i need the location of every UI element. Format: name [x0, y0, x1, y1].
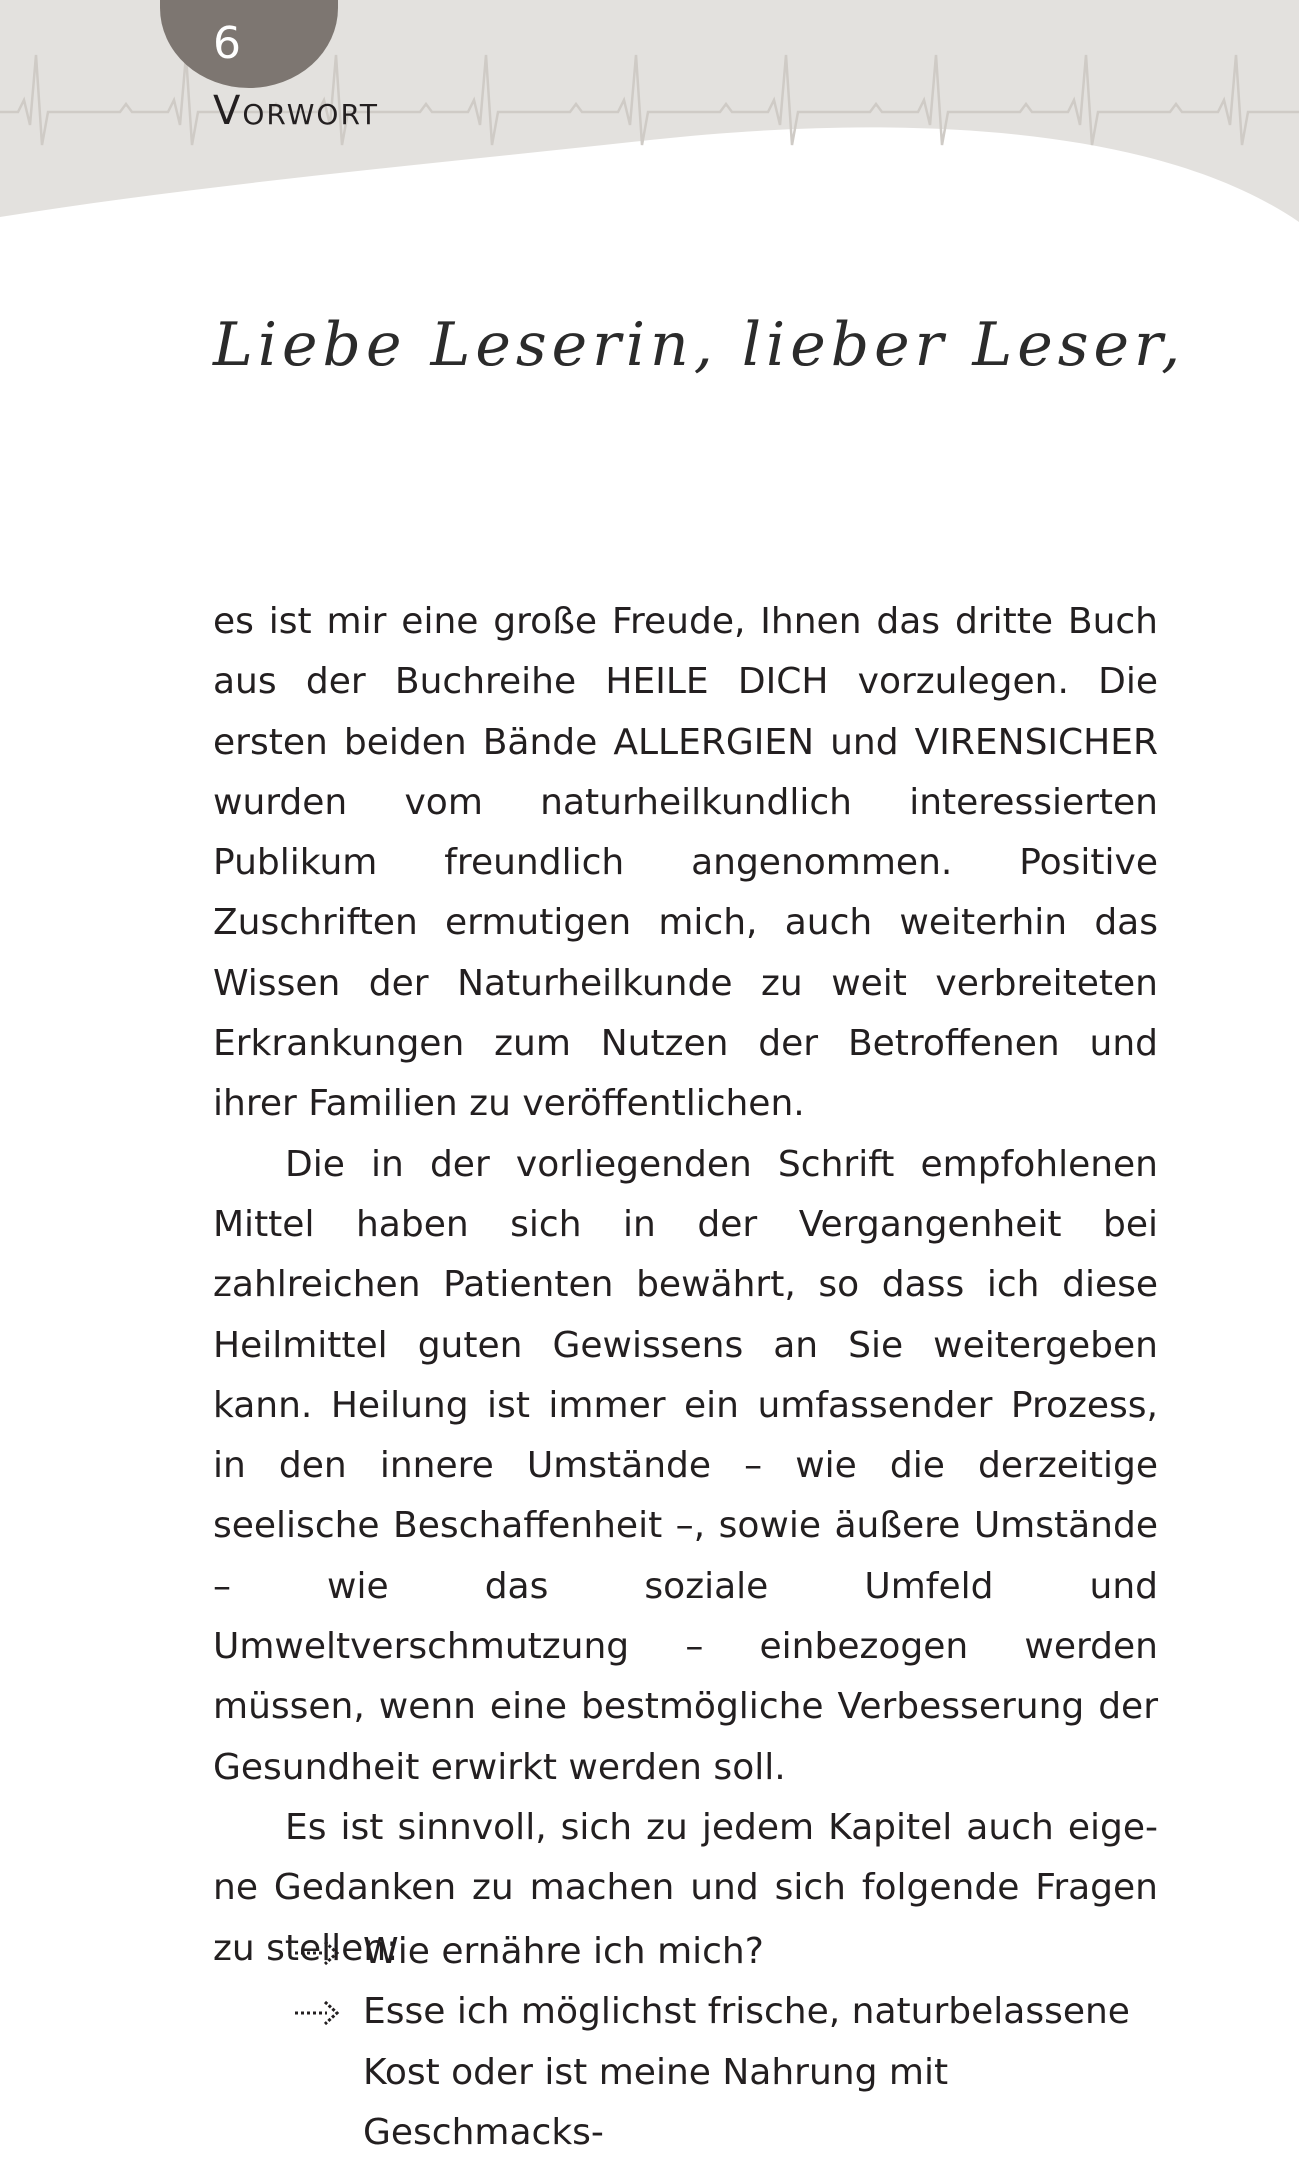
header-band — [0, 0, 1299, 230]
paragraph: Es ist sinnvoll, sich zu jedem Kapitel auch eigene Gedanken zu machen und sich folgende Fragen zu stellen: — [213, 1806, 1158, 1969]
question-list — [213, 1922, 1158, 2163]
salutation: Liebe Leserin, lieber Leser, — [213, 310, 1186, 380]
page-number: 6 — [213, 18, 241, 69]
paragraph: Die in der vorliegenden Schrift empfohlenen Mittel haben sich in der Vergangenheit bei zahlreichen Patienten bewährt, so dass ich diese Heilmittel guten Gewissens an Sie weitergeben kann. Heilung ist immer ein umfassender Prozess, in den innere Umstände – wie die derzeitige seelische Beschaffenheit –, sowie äußere Umstände – wie das soziale Umfeld und Umweltverschmutzung – einbezogen werden müssen, wenn eine bestmögliche Verbesserung der Gesundheit erwirkt werden soll. — [213, 1143, 1158, 1788]
body-text — [213, 592, 1158, 1979]
dotted-arrow-icon — [293, 1938, 343, 1968]
chapter-title: Vorwort — [213, 88, 379, 134]
list-item — [213, 1922, 1158, 1982]
list-item-text: Wie ernähre ich mich? — [363, 1931, 764, 1972]
list-item-text: Esse ich möglichst frische, naturbelassene Kost oder ist meine Nahrung mit Geschmacks- — [363, 1991, 1130, 2153]
paragraph: es ist mir eine große Freude, Ihnen das dritte Buch aus der Buchreihe HEILE DICH vorzulegen. Die ersten beiden Bände ALLERGIEN und VIRENSICHER wurden vom naturheilkundlich interessierten Publikum freundlich angenommen. Positive Zuschriften ermutigen mich, auch weiterhin das Wissen der Naturheilkunde zu weit verbreiteten Erkrankungen zum Nutzen der Betroffenen und ihrer Familien zu veröffentlichen. — [213, 601, 1158, 1125]
list-item — [213, 1982, 1158, 2163]
dotted-arrow-icon — [293, 1998, 343, 2028]
